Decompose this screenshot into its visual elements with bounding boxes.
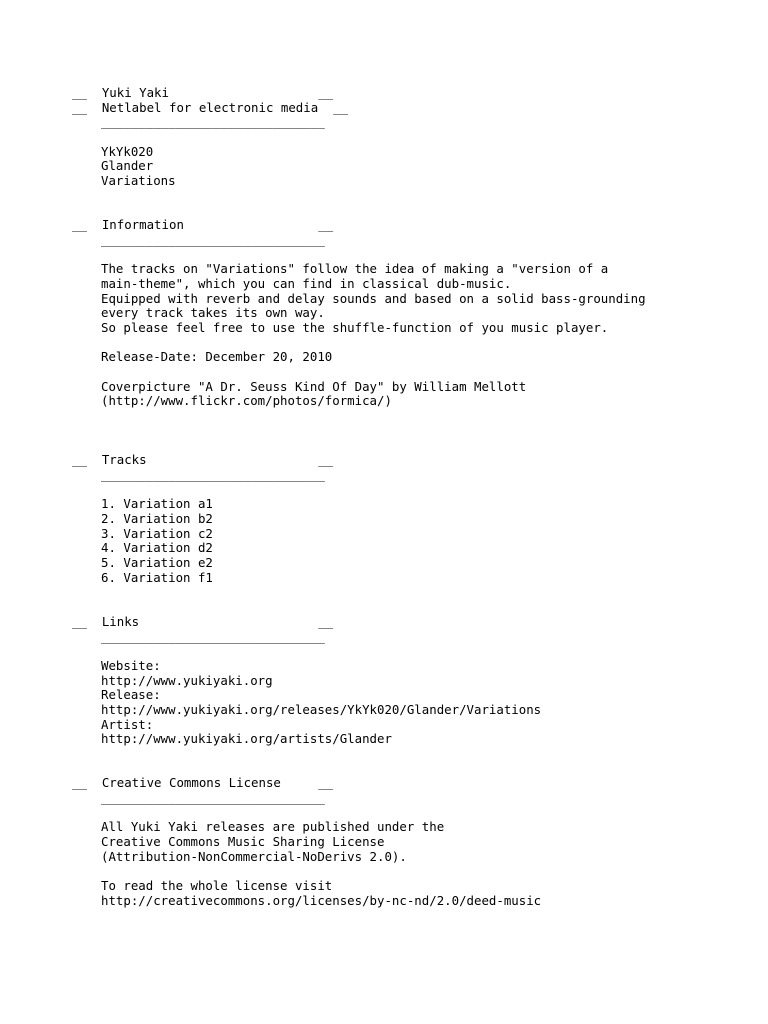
marker-left: __ [72,99,87,115]
heading-pad [281,775,318,790]
cover-credit-url[interactable]: (http://www.flickr.com/photos/formica/) [101,393,392,409]
section-information [72,218,762,409]
marker-right: __ [318,452,334,468]
release-date: Release-Date: December 20, 2010 [101,349,333,365]
information-line: Equipped with reverb and delay sounds and based on a solid bass-grounding [101,290,646,306]
section-license [72,776,762,908]
information-line: main-theme", which you can find in classical dub-music. [101,275,512,291]
marker-right: __ [318,217,334,233]
track-item: 4. Variation d2 [101,540,213,556]
section-heading-line [72,453,762,468]
header-pad [318,100,333,115]
header-pad [169,85,318,100]
track-item: 1. Variation a1 [101,496,213,512]
heading-pad [139,614,318,629]
section-heading-line [72,776,762,791]
information-line: The tracks on "Variations" follow the idea of making a "version of a [101,261,609,277]
links-list [72,659,762,747]
release-catalog: YkYk020 [101,143,154,159]
section-tracks [72,453,762,585]
license-visit: To read the whole license visit [101,878,333,894]
track-item: 5. Variation e2 [101,555,213,571]
document [72,86,762,909]
header-title-line [72,86,762,101]
section-rule: ______________________________ [101,466,325,482]
release-title: Variations [101,173,176,189]
track-item: 3. Variation c2 [101,525,213,541]
marker-right: __ [318,85,334,100]
header-subtitle-line [72,101,762,116]
heading-pad [184,217,318,232]
information-line: So please feel free to use the shuffle-function of you music player. [101,320,609,336]
label-tagline: Netlabel for electronic media [101,99,319,115]
artist-link[interactable]: http://www.yukiyaki.org/artists/Glander [101,731,392,747]
license-line: Creative Commons Music Sharing License [101,834,385,850]
track-item: 6. Variation f1 [101,569,213,585]
website-label: Website: [101,657,161,673]
section-rule: ______________________________ [101,790,325,806]
marker-right: __ [318,775,334,791]
section-rule: ______________________________ [101,628,325,644]
release-artist: Glander [101,158,154,174]
release-info [72,145,762,189]
artist-label: Artist: [101,716,154,732]
section-heading: Information [101,217,184,233]
track-item: 2. Variation b2 [101,510,213,526]
heading-pad [147,452,319,467]
marker-left: __ [72,85,87,100]
information-body [72,262,762,409]
track-list [72,497,762,585]
cover-credit: Coverpicture "A Dr. Seuss Kind Of Day" by William Mellott [101,378,527,394]
website-link[interactable]: http://www.yukiyaki.org [101,672,273,688]
header-rule: ______________________________ [101,114,325,130]
section-heading-line [72,218,762,233]
marker-right: __ [333,99,349,115]
release-label: Release: [101,687,161,703]
marker-left: __ [72,613,87,629]
information-line: every track takes its own way. [101,305,325,321]
marker-left: __ [72,452,87,468]
section-heading: Links [101,613,140,629]
license-line: All Yuki Yaki releases are published under the [101,819,445,835]
marker-left: __ [72,217,87,233]
release-link[interactable]: http://www.yukiyaki.org/releases/YkYk020/Glander/Variations [101,701,542,717]
section-heading: Creative Commons License [101,775,281,791]
label-name: Yuki Yaki [101,85,169,100]
license-body [72,820,762,908]
license-link[interactable]: http://creativecommons.org/licenses/by-nc-nd/2.0/deed-music [101,892,542,908]
section-heading: Tracks [101,452,147,468]
section-heading-line [72,615,762,630]
marker-right: __ [318,613,334,629]
marker-left: __ [72,775,87,791]
header [72,86,762,130]
section-rule: ______________________________ [101,231,325,247]
section-links [72,615,762,747]
license-line: (Attribution-NonCommercial-NoDerivs 2.0). [101,848,407,864]
